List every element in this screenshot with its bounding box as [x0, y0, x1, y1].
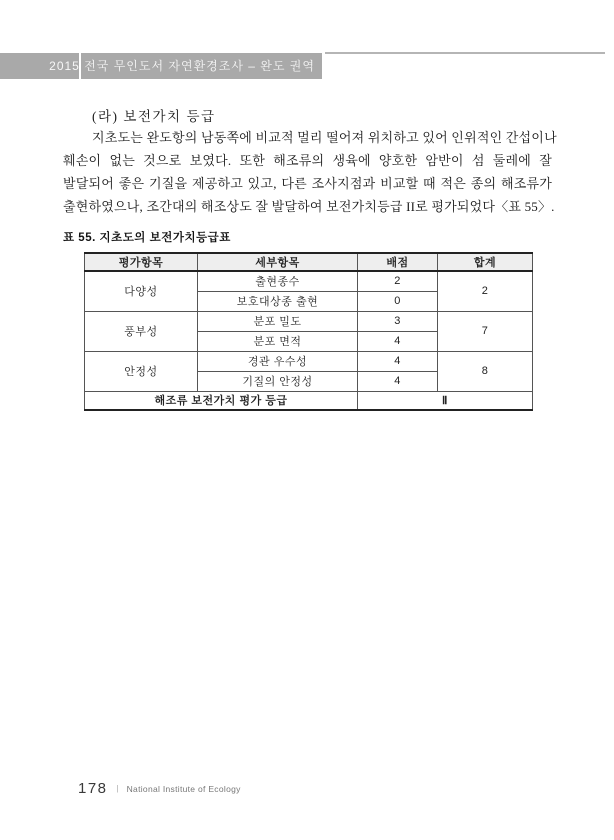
table-row: [85, 351, 533, 371]
category-cell: 안정성: [85, 351, 198, 391]
detail-cell: 보호대상종 출현: [198, 291, 358, 311]
table-row: [85, 271, 533, 291]
conservation-grade-table: [84, 252, 533, 411]
category-cell: 다양성: [85, 271, 198, 311]
paragraph-line: 훼손이 없는 것으로 보였다. 또한 해조류의 생육에 양호한 암반이 섬 둘레에 잘: [63, 153, 552, 168]
table-header-row: [85, 253, 533, 271]
table-caption: 표 55. 지초도의 보전가치등급표: [63, 232, 231, 244]
col-header-score: 배점: [358, 253, 438, 271]
score-cell: 4: [358, 331, 438, 351]
paragraph-line: 출현하였으나, 조간대의 해조상도 잘 발달하여 보전가치등급 II로 평가되었다〈표 55〉.: [63, 199, 555, 214]
total-cell: 2: [438, 271, 533, 311]
score-cell: 4: [358, 371, 438, 391]
paragraph-line: 발달되어 좋은 기질을 제공하고 있고, 다른 조사지점과 비교할 때 적은 종의 해조류가: [63, 176, 552, 191]
summary-grade-cell: Ⅱ: [358, 391, 533, 410]
detail-cell: 분포 면적: [198, 331, 358, 351]
section-heading: (라) 보전가치 등급: [92, 109, 216, 124]
col-header-category: 평가항목: [85, 253, 198, 271]
page-number: 178: [78, 780, 108, 797]
header-rule: [325, 52, 605, 54]
summary-label-cell: 해조류 보전가치 평가 등급: [85, 391, 358, 410]
score-cell: 3: [358, 311, 438, 331]
institute-name: National Institute of Ecology: [126, 783, 241, 794]
detail-cell: 경관 우수성: [198, 351, 358, 371]
col-header-detail: 세부항목: [198, 253, 358, 271]
detail-cell: 분포 밀도: [198, 311, 358, 331]
page-footer: [78, 780, 241, 797]
detail-cell: 기질의 안정성: [198, 371, 358, 391]
score-cell: 0: [358, 291, 438, 311]
score-cell: 2: [358, 271, 438, 291]
paragraph-line: 지초도는 완도항의 남동쪽에 비교적 멀리 떨어져 위치하고 있어 인위적인 간섭이나: [92, 130, 557, 145]
total-cell: 7: [438, 311, 533, 351]
table-summary-row: [85, 391, 533, 410]
footer-separator: |: [116, 784, 119, 793]
score-cell: 4: [358, 351, 438, 371]
col-header-total: 합계: [438, 253, 533, 271]
header-bar: [0, 53, 322, 79]
body-paragraph: [63, 126, 557, 218]
running-header-title: 2015 전국 무인도서 자연환경조사 – 완도 권역: [49, 59, 315, 73]
detail-cell: 출현종수: [198, 271, 358, 291]
total-cell: 8: [438, 351, 533, 391]
table-row: [85, 311, 533, 331]
category-cell: 풍부성: [85, 311, 198, 351]
